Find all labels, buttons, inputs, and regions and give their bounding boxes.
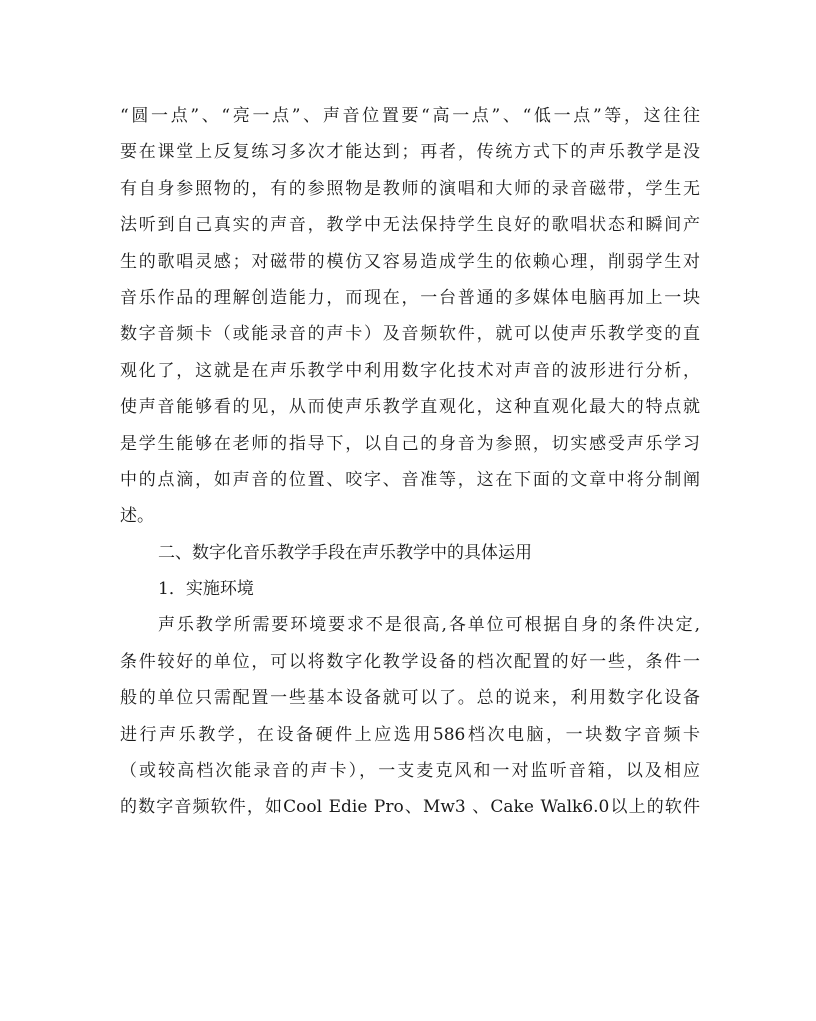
paragraph-line: 音乐作品的理解创造能力，而现在，一台普通的多媒体电脑再加上一块 xyxy=(120,287,700,308)
paragraph-line: 般的单位只需配置一些基本设备就可以了。总的说来，利用数字化设备 xyxy=(120,688,700,709)
paragraph-line: 生的歌唱灵感；对磁带的模仿又容易造成学生的依赖心理，削弱学生对 xyxy=(120,251,700,272)
paragraph-line: 中的点滴，如声音的位置、咬字、音准等，这在下面的文章中将分制阐 xyxy=(120,469,700,490)
paragraph-line: 述。 xyxy=(120,506,154,527)
paragraph-line: 进行声乐教学，在设备硬件上应选用586档次电脑，一块数字音频卡 xyxy=(120,724,700,745)
paragraph-line: （或较高档次能录音的声卡），一支麦克风和一对监听音箱，以及相应 xyxy=(120,761,700,782)
document-body xyxy=(120,98,700,826)
paragraph-line: 法听到自己真实的声音，教学中无法保持学生良好的歌唱状态和瞬间产 xyxy=(120,215,700,236)
paragraph-line: 数字音频卡（或能录音的声卡）及音频软件，就可以使声乐教学变的直 xyxy=(120,324,700,345)
paragraph-line: 使声音能够看的见，从而使声乐教学直观化，这种直观化最大的特点就 xyxy=(120,397,700,418)
paragraph-line: 声乐教学所需要环境要求不是很高,各单位可根据自身的条件决定, xyxy=(158,615,700,636)
paragraph-line: 观化了，这就是在声乐教学中利用数字化技术对声音的波形进行分析， xyxy=(120,360,700,381)
paragraph-line: 的数字音频软件，如Cool Edie Pro、Mw3 、Cake Walk6.0以上的软件 xyxy=(120,797,700,818)
paragraph-line: “圆一点”、“亮一点”、声音位置要“高一点”、“低一点”等，这往往 xyxy=(120,106,700,126)
paragraph-line: 有自身参照物的，有的参照物是教师的演唱和大师的录音磁带，学生无 xyxy=(120,178,700,199)
paragraph-line: 条件较好的单位，可以将数字化教学设备的档次配置的好一些，条件一 xyxy=(120,651,700,672)
paragraph-line: 是学生能够在老师的指导下，以自己的身音为参照，切实感受声乐学习 xyxy=(120,433,700,454)
section-heading: 二、数字化音乐教学手段在声乐教学中的具体运用 xyxy=(158,542,532,563)
subsection-heading: 1．实施环境 xyxy=(158,579,254,600)
paragraph-line: 要在课堂上反复练习多次才能达到；再者，传统方式下的声乐教学是没 xyxy=(120,142,700,163)
